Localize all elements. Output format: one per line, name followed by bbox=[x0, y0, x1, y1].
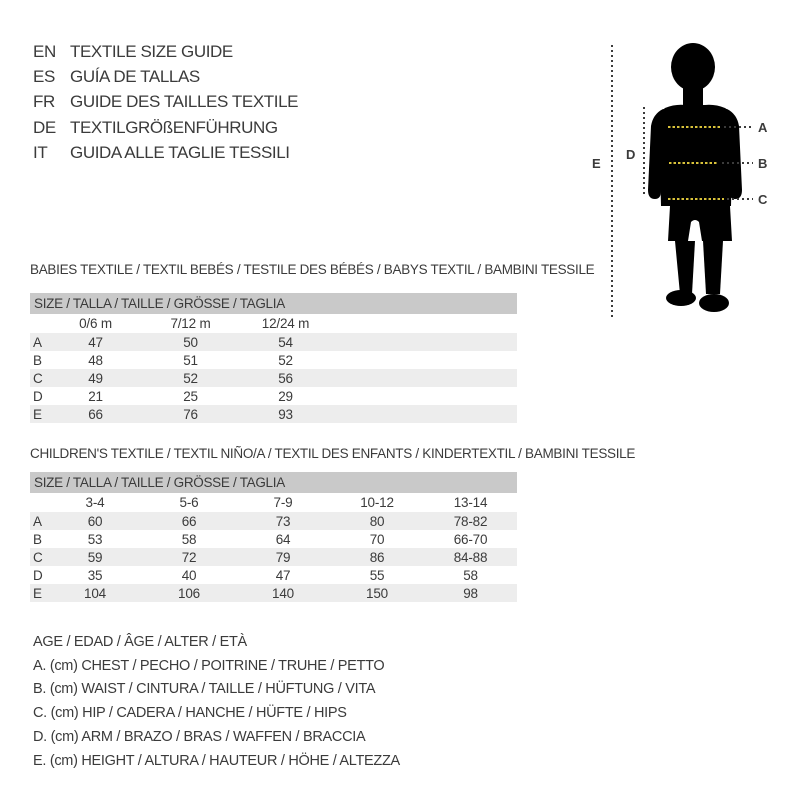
table-row-e bbox=[30, 584, 517, 602]
cell-value: 35 bbox=[87, 567, 103, 583]
chest-leader-line-a bbox=[724, 126, 753, 128]
language-code: DE bbox=[33, 117, 56, 137]
legend-age-line: AGE / EDAD / ÂGE / ALTER / ETÀ bbox=[33, 633, 247, 650]
cell-value: 55 bbox=[369, 567, 385, 583]
row-label: E bbox=[33, 406, 42, 422]
language-code: EN bbox=[33, 41, 56, 61]
hip-leader-line-c bbox=[727, 198, 753, 200]
children-size-table bbox=[30, 472, 517, 602]
cell-value: 73 bbox=[275, 513, 291, 529]
cell-value: 47 bbox=[275, 567, 291, 583]
cell-value: 106 bbox=[178, 585, 200, 601]
cell-value: 66-70 bbox=[453, 531, 488, 547]
table-row-c bbox=[30, 548, 517, 566]
language-row-en bbox=[33, 39, 298, 64]
measure-label-b: B bbox=[758, 156, 768, 171]
arm-measure-line-d bbox=[643, 107, 645, 196]
cell-value: 51 bbox=[183, 352, 198, 368]
measure-label-e: E bbox=[592, 156, 601, 171]
table-row-a bbox=[30, 512, 517, 530]
cell-value: 66 bbox=[181, 513, 197, 529]
column-header: 7-9 bbox=[273, 495, 293, 510]
measure-label-a: A bbox=[758, 120, 768, 135]
chest-measure-line-a bbox=[668, 126, 721, 128]
column-header: 5-6 bbox=[179, 495, 199, 510]
language-row-de bbox=[33, 115, 298, 140]
column-header: 7/12 m bbox=[170, 316, 211, 331]
column-header: 0/6 m bbox=[79, 316, 112, 331]
measure-label-d: D bbox=[626, 147, 636, 162]
guide-title: GUIDE DES TAILLES TEXTILE bbox=[70, 92, 299, 112]
row-label: A bbox=[33, 513, 42, 529]
table-row-d bbox=[30, 566, 517, 584]
language-code: ES bbox=[33, 67, 55, 87]
children-size-bar: SIZE / TALLA / TAILLE / GRÖSSE / TAGLIA bbox=[30, 472, 517, 493]
children-section-heading: CHILDREN'S TEXTILE / TEXTIL NIÑO/A / TEXTIL DES ENFANTS / KINDERTEXTIL / BAMBINI TESSILE bbox=[30, 446, 636, 461]
cell-value: 50 bbox=[183, 334, 198, 350]
language-code: FR bbox=[33, 92, 55, 112]
table-row-b bbox=[30, 351, 517, 369]
cell-value: 78-82 bbox=[453, 513, 488, 529]
cell-value: 66 bbox=[88, 406, 103, 422]
guide-title: TEXTILE SIZE GUIDE bbox=[70, 41, 233, 61]
table-row-b bbox=[30, 530, 517, 548]
cell-value: 40 bbox=[181, 567, 197, 583]
language-row-es bbox=[33, 64, 298, 89]
babies-size-table bbox=[30, 293, 517, 423]
column-header: 12/24 m bbox=[261, 316, 310, 331]
cell-value: 98 bbox=[463, 585, 478, 601]
cell-value: 64 bbox=[275, 531, 291, 547]
column-header: 3-4 bbox=[85, 495, 105, 510]
table-row-d bbox=[30, 387, 517, 405]
cell-value: 53 bbox=[87, 531, 103, 547]
language-code: IT bbox=[33, 143, 48, 163]
legend-arm-line: D. (cm) ARM / BRAZO / BRAS / WAFFEN / BRACCIA bbox=[33, 729, 366, 746]
cell-value: 93 bbox=[278, 406, 293, 422]
cell-value: 21 bbox=[88, 388, 103, 404]
cell-value: 47 bbox=[88, 334, 103, 350]
cell-value: 80 bbox=[369, 513, 385, 529]
height-measure-line-e bbox=[611, 45, 613, 317]
cell-value: 25 bbox=[183, 388, 198, 404]
cell-value: 84-88 bbox=[453, 549, 488, 565]
legend-waist-line: B. (cm) WAIST / CINTURA / TAILLE / HÜFTUNG / VITA bbox=[33, 681, 376, 698]
cell-value: 49 bbox=[88, 370, 103, 386]
cell-value: 56 bbox=[278, 370, 293, 386]
language-title-list bbox=[33, 39, 298, 166]
row-label: B bbox=[33, 531, 42, 547]
babies-section-heading: BABIES TEXTILE / TEXTIL BEBÉS / TESTILE DES BÉBÉS / BABYS TEXTIL / BAMBINI TESSILE bbox=[30, 262, 595, 277]
language-row-fr bbox=[33, 90, 298, 115]
guide-title: GUIDA ALLE TAGLIE TESSILI bbox=[70, 143, 290, 163]
child-silhouette bbox=[645, 42, 745, 317]
cell-value: 48 bbox=[88, 352, 103, 368]
measurement-legend bbox=[33, 630, 400, 773]
cell-value: 52 bbox=[278, 352, 293, 368]
babies-size-bar: SIZE / TALLA / TAILLE / GRÖSSE / TAGLIA bbox=[30, 293, 517, 314]
cell-value: 86 bbox=[369, 549, 385, 565]
row-label: E bbox=[33, 585, 42, 601]
measure-label-c: C bbox=[758, 192, 768, 207]
cell-value: 104 bbox=[84, 585, 106, 601]
cell-value: 58 bbox=[463, 567, 478, 583]
legend-chest-line: A. (cm) CHEST / PECHO / POITRINE / TRUHE / PETTO bbox=[33, 657, 385, 674]
cell-value: 29 bbox=[278, 388, 293, 404]
cell-value: 52 bbox=[183, 370, 198, 386]
waist-measure-line-b bbox=[669, 162, 718, 164]
language-row-it bbox=[33, 141, 298, 166]
waist-leader-line-b bbox=[722, 162, 753, 164]
table-row-a bbox=[30, 333, 517, 351]
column-header: 13-14 bbox=[453, 495, 488, 510]
cell-value: 79 bbox=[275, 549, 291, 565]
row-label: B bbox=[33, 352, 42, 368]
row-label: D bbox=[33, 567, 43, 583]
legend-hip-line: C. (cm) HIP / CADERA / HANCHE / HÜFTE / HIPS bbox=[33, 705, 347, 722]
cell-value: 150 bbox=[366, 585, 388, 601]
row-label: A bbox=[33, 334, 42, 350]
cell-value: 60 bbox=[87, 513, 103, 529]
guide-title: GUÍA DE TALLAS bbox=[70, 67, 200, 87]
babies-column-header-row bbox=[30, 314, 517, 333]
cell-value: 140 bbox=[272, 585, 294, 601]
hip-measure-line-c bbox=[668, 198, 724, 200]
cell-value: 76 bbox=[183, 406, 198, 422]
column-header: 10-12 bbox=[360, 495, 394, 510]
guide-title: TEXTILGRÖßENFÜHRUNG bbox=[70, 117, 278, 137]
table-row-c bbox=[30, 369, 517, 387]
table-row-e bbox=[30, 405, 517, 423]
children-column-header-row bbox=[30, 493, 517, 512]
row-label: C bbox=[33, 549, 43, 565]
cell-value: 54 bbox=[278, 334, 293, 350]
cell-value: 72 bbox=[181, 549, 197, 565]
row-label: D bbox=[33, 388, 43, 404]
legend-height-line: E. (cm) HEIGHT / ALTURA / HAUTEUR / HÖHE / ALTEZZA bbox=[33, 752, 400, 769]
cell-value: 70 bbox=[369, 531, 385, 547]
cell-value: 58 bbox=[181, 531, 197, 547]
cell-value: 59 bbox=[87, 549, 103, 565]
row-label: C bbox=[33, 370, 43, 386]
